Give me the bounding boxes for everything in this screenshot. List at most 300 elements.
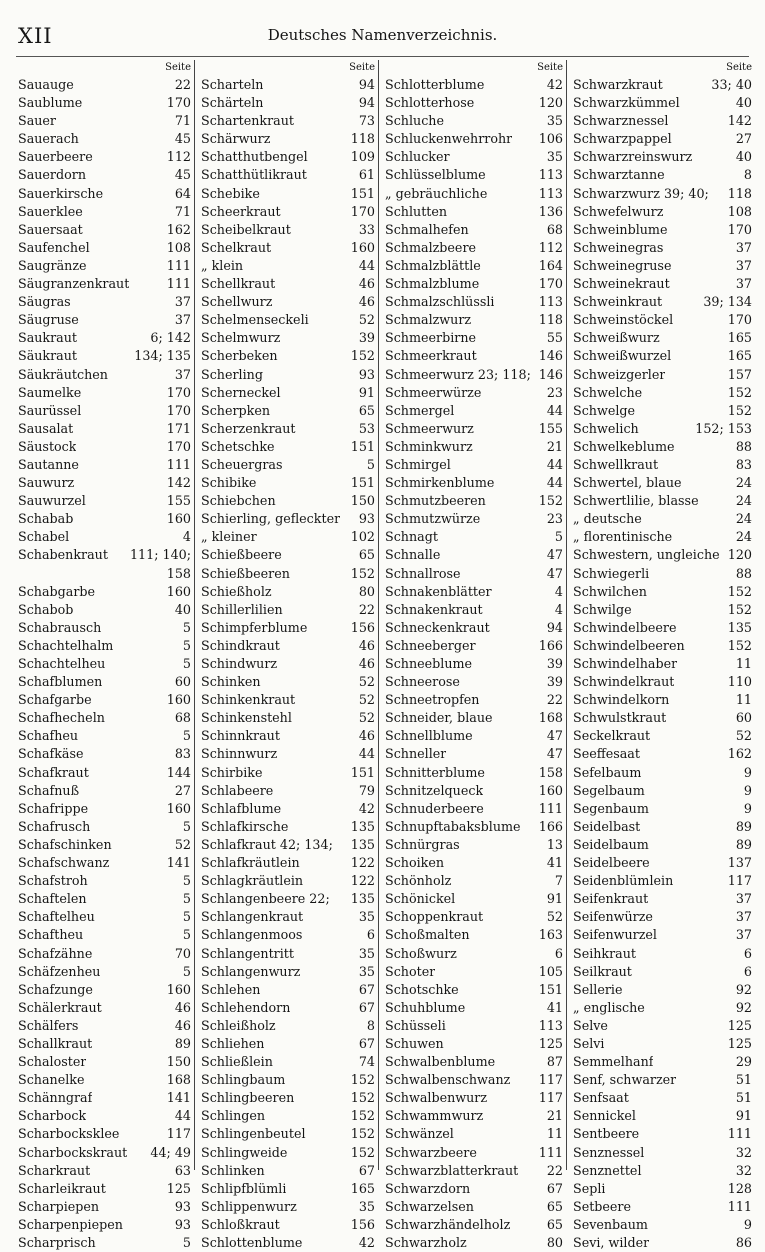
column-heading: Seite	[537, 62, 563, 73]
entry-page-ref: 160	[166, 511, 191, 527]
index-entry	[18, 691, 191, 709]
index-entry	[18, 347, 191, 365]
entry-term: Schlinken	[201, 1162, 265, 1178]
index-entry	[385, 347, 563, 365]
entry-term: Saukraut	[18, 330, 78, 346]
entry-page-ref: 80	[358, 583, 375, 599]
index-entry	[573, 474, 752, 492]
index-entry	[201, 366, 375, 384]
index-entry	[385, 619, 563, 637]
index-entry	[201, 818, 375, 836]
entry-term: Schliehen	[201, 1035, 265, 1051]
entry-term: Semmelhanf	[573, 1054, 654, 1070]
entry-term: Schweißwurz	[573, 330, 660, 346]
index-entry	[201, 311, 375, 329]
index-entry	[573, 76, 752, 94]
index-entry	[201, 673, 375, 691]
index-entry	[385, 329, 563, 347]
entry-page-ref: 155	[538, 420, 563, 436]
entry-page-ref: 152	[350, 565, 375, 581]
entry-page-ref: 166	[538, 637, 563, 653]
index-entry	[573, 1053, 752, 1071]
index-entry	[385, 1144, 563, 1162]
entry-page-ref: 105	[538, 963, 563, 979]
entry-page-ref: 155	[166, 493, 191, 509]
index-entry	[573, 565, 752, 583]
entry-term: Schwammwurz	[385, 1108, 484, 1124]
entry-term: Schafschinken	[18, 836, 112, 852]
index-entry	[18, 257, 191, 275]
index-entry	[385, 818, 563, 836]
entry-term: Schmalhefen	[385, 221, 469, 237]
entry-term: Schiebchen	[201, 493, 276, 509]
entry-term: Schießbeeren	[201, 565, 290, 581]
index-entry	[385, 1234, 563, 1252]
entry-term: Schartenkraut	[201, 113, 294, 129]
entry-term: Scheuergras	[201, 456, 283, 472]
entry-term: Schotschke	[385, 981, 459, 997]
entry-page-ref: 166	[538, 818, 563, 834]
index-entry	[201, 1107, 375, 1125]
index-entry	[201, 148, 375, 166]
index-entry	[385, 384, 563, 402]
entry-page-ref: 128	[727, 1180, 752, 1196]
entry-term: Scharbock	[18, 1108, 87, 1124]
entry-term: Schindkraut	[201, 637, 280, 653]
entry-page-ref: 9	[743, 1216, 752, 1232]
index-entry	[573, 981, 752, 999]
index-entry	[201, 438, 375, 456]
entry-term: Schwindelhaber	[573, 656, 678, 671]
entry-term: Schlafblume	[201, 800, 282, 816]
entry-term: Schmeerwurz 23; 118;	[385, 366, 531, 382]
index-entry	[573, 1071, 752, 1089]
entry-term: Schafrippe	[18, 800, 89, 816]
index-entry	[573, 148, 752, 166]
entry-term: Schönickel	[385, 891, 456, 907]
entry-page-ref: 118	[350, 131, 375, 147]
entry-term: Schärwurz	[201, 131, 271, 147]
index-entry	[201, 492, 375, 510]
entry-page-ref: 9	[743, 800, 752, 816]
entry-term: Schwarzpappel	[573, 131, 672, 147]
index-entry	[573, 727, 752, 745]
entry-page-ref: 5	[182, 927, 191, 943]
entry-page-ref: 5	[182, 656, 191, 671]
index-entry	[201, 1198, 375, 1216]
index-entry	[573, 1107, 752, 1125]
index-entry	[18, 999, 191, 1017]
entry-term: Schminkwurz	[385, 438, 473, 454]
entry-term: Schwelkeblume	[573, 438, 675, 454]
entry-page-ref: 150	[350, 493, 375, 509]
entry-page-ref: 122	[350, 855, 375, 871]
entry-term: Schlangenbeere 22;	[201, 891, 330, 907]
index-entry	[573, 456, 752, 474]
entry-page-ref: 29	[735, 1054, 752, 1070]
index-entry	[201, 890, 375, 908]
index-entry	[385, 492, 563, 510]
entry-page-ref: 83	[735, 456, 752, 472]
entry-term: Sennickel	[573, 1108, 636, 1124]
entry-page-ref: 142	[727, 113, 752, 129]
entry-term: Seidelbast	[573, 818, 641, 834]
entry-term: Schwelche	[573, 384, 643, 400]
index-entry	[18, 185, 191, 203]
entry-term: Sentbeere	[573, 1126, 640, 1142]
entry-term: Schwarzbeere	[385, 1144, 477, 1160]
entry-page-ref: 37	[174, 312, 191, 328]
entry-page-ref: 35	[358, 909, 375, 925]
entry-page-ref: 37	[735, 257, 752, 273]
entry-term: Scherbeken	[201, 348, 278, 364]
index-entry	[385, 981, 563, 999]
entry-term: Scharpenpiepen	[18, 1216, 123, 1232]
entry-page-ref: 152	[538, 493, 563, 509]
index-entry	[18, 709, 191, 727]
entry-page-ref: 46	[358, 294, 375, 310]
index-entry	[573, 402, 752, 420]
entry-page-ref: 35	[546, 149, 563, 165]
index-entry	[385, 691, 563, 709]
entry-page-ref: 157	[727, 366, 752, 382]
entry-page-ref: 51	[735, 1090, 752, 1106]
entry-term: Schwulstkraut	[573, 710, 667, 726]
index-entry	[18, 655, 191, 673]
entry-term: Schwarzkraut	[573, 77, 663, 92]
entry-term: Säustock	[18, 438, 77, 454]
index-entry	[18, 673, 191, 691]
index-entry	[201, 619, 375, 637]
index-entry	[201, 745, 375, 763]
entry-page-ref: 9	[743, 782, 752, 798]
index-entry	[18, 203, 191, 221]
entry-term: Scharprisch	[18, 1235, 96, 1250]
entry-page-ref: 111	[166, 257, 191, 273]
entry-page-ref: 40	[735, 95, 752, 111]
index-entry	[18, 1089, 191, 1107]
index-entry	[573, 1089, 752, 1107]
index-entry	[385, 456, 563, 474]
entry-term: Schmalzblume	[385, 276, 480, 292]
entry-term: Schmalzwurz	[385, 312, 472, 328]
entry-term: Seidenblümlein	[573, 873, 674, 889]
entry-term: Schwellkraut	[573, 456, 659, 472]
entry-page-ref: 65	[546, 1198, 563, 1214]
entry-page-ref: 44	[174, 1108, 191, 1124]
entry-page-ref: 93	[174, 1198, 191, 1214]
entry-term: Schnalle	[385, 547, 441, 563]
index-entry	[385, 800, 563, 818]
entry-term: Schnallrose	[385, 565, 461, 581]
entry-term: Schneider, blaue	[385, 710, 493, 726]
index-entry	[201, 293, 375, 311]
index-entry	[201, 945, 375, 963]
entry-page-ref: 33; 40	[711, 77, 752, 92]
entry-page-ref: 170	[538, 276, 563, 292]
index-entry	[573, 275, 752, 293]
entry-term: Schinkenkraut	[201, 692, 296, 708]
entry-term: Schnupftabaksblume	[385, 818, 521, 834]
index-entry	[385, 1180, 563, 1198]
index-entry	[18, 727, 191, 745]
entry-term: „ klein	[201, 257, 244, 273]
entry-term: Schlipfblümli	[201, 1180, 287, 1196]
entry-page-ref: 120	[727, 547, 752, 563]
entry-page-ref: 160	[166, 800, 191, 816]
entry-page-ref: 113	[538, 185, 563, 201]
entry-page-ref: 141	[166, 1090, 191, 1106]
entry-term: Schlucker	[385, 149, 450, 165]
entry-page-ref: 5	[554, 529, 563, 545]
index-entry	[18, 963, 191, 981]
index-entry	[201, 583, 375, 601]
entry-term: Schwarzblatterkraut	[385, 1162, 519, 1178]
entry-term: Schlüsselblume	[385, 167, 486, 183]
index-entry	[573, 945, 752, 963]
index-entry	[573, 528, 752, 546]
entry-page-ref: 164	[538, 257, 563, 273]
entry-page-ref: 44	[546, 475, 563, 491]
index-entry	[18, 1017, 191, 1035]
index-entry	[385, 130, 563, 148]
index-entry	[18, 239, 191, 257]
entry-term: Seifenkraut	[573, 891, 649, 907]
running-title: Deutsches Namenverzeichnis.	[267, 26, 498, 44]
entry-page-ref: 162	[166, 221, 191, 237]
entry-page-ref: 170	[727, 312, 752, 328]
entry-term: Schlingbeeren	[201, 1090, 295, 1106]
entry-page-ref: 170	[350, 203, 375, 219]
entry-term: Schallkraut	[18, 1035, 93, 1051]
entry-page-ref: 46	[358, 728, 375, 744]
entry-page-ref: 44	[546, 402, 563, 418]
entry-page-ref: 152	[727, 637, 752, 653]
entry-term: Sauauge	[18, 77, 74, 92]
entry-page-ref: 60	[174, 674, 191, 690]
entry-page-ref: 170	[166, 95, 191, 111]
entry-page-ref: 152	[727, 384, 752, 400]
entry-term: Schwilchen	[573, 583, 647, 599]
entry-page-ref: 46	[174, 1017, 191, 1033]
index-entry	[573, 999, 752, 1017]
index-entry	[18, 130, 191, 148]
entry-term: Schwelich	[573, 420, 639, 436]
entry-term: Saublume	[18, 95, 83, 111]
page-number: XII	[18, 24, 53, 48]
index-entry	[201, 510, 375, 528]
entry-page-ref: 39	[546, 656, 563, 671]
entry-term: Säukraut	[18, 348, 78, 364]
entry-term: Schabenkraut	[18, 547, 108, 563]
entry-page-ref: 8	[366, 1017, 375, 1033]
index-entry	[18, 366, 191, 384]
index-column-1	[16, 60, 194, 1250]
entry-term: Sauerkirsche	[18, 185, 104, 201]
entry-page-ref: 111	[538, 800, 563, 816]
index-entry	[201, 836, 375, 854]
entry-page-ref: 41	[546, 855, 563, 871]
entry-page-ref: 67	[358, 1162, 375, 1178]
index-entry	[18, 438, 191, 456]
index-entry	[201, 546, 375, 564]
entry-page-ref: 47	[546, 565, 563, 581]
entry-page-ref: 91	[546, 891, 563, 907]
index-entry	[18, 221, 191, 239]
entry-page-ref: 65	[358, 402, 375, 418]
entry-page-ref: 118	[727, 185, 752, 201]
index-entry	[201, 402, 375, 420]
entry-term: Schweizgerler	[573, 366, 666, 382]
entry-term: Sauerbeere	[18, 149, 93, 165]
entry-page-ref: 37	[174, 366, 191, 382]
entry-page-ref: 92	[735, 999, 752, 1015]
entry-page-ref: 24	[735, 475, 752, 491]
entry-term: Schlingen	[201, 1108, 266, 1124]
entry-page-ref: 52	[735, 728, 752, 744]
index-entry	[573, 800, 752, 818]
index-entry	[573, 1180, 752, 1198]
entry-term: Scharkraut	[18, 1162, 91, 1178]
entry-page-ref: 102	[350, 529, 375, 545]
index-entry	[201, 1035, 375, 1053]
index-entry	[385, 257, 563, 275]
index-entry	[385, 1053, 563, 1071]
entry-page-ref: 5	[182, 637, 191, 653]
entry-term: Selve	[573, 1017, 608, 1033]
index-entry	[385, 926, 563, 944]
entry-term: Scharleikraut	[18, 1180, 106, 1196]
entry-page-ref: 47	[546, 746, 563, 762]
entry-page-ref: 46	[358, 276, 375, 292]
entry-term: Schlutten	[385, 203, 448, 219]
entry-term: Sauwurzel	[18, 493, 86, 509]
entry-page-ref: 93	[358, 511, 375, 527]
index-entry	[385, 366, 563, 384]
entry-term: Säugras	[18, 294, 71, 310]
entry-page-ref: 52	[358, 692, 375, 708]
index-entry	[573, 1144, 752, 1162]
entry-term: „ florentinische	[573, 529, 673, 545]
entry-page-ref: 52	[546, 909, 563, 925]
column-heading: Seite	[165, 62, 191, 73]
entry-page-ref: 5	[182, 963, 191, 979]
entry-term: Schaloster	[18, 1054, 87, 1070]
entry-term: Schneerose	[385, 674, 460, 690]
index-entry	[201, 185, 375, 203]
entry-term: Saurüssel	[18, 402, 82, 418]
entry-term: Schabel	[18, 529, 70, 545]
entry-term: Seckelkraut	[573, 728, 651, 744]
index-entry	[18, 1162, 191, 1180]
entry-page-ref: 52	[358, 674, 375, 690]
index-entry	[573, 492, 752, 510]
index-entry	[18, 510, 191, 528]
entry-page-ref: 32	[735, 1162, 752, 1178]
index-entry	[573, 601, 752, 619]
entry-term: Schmutzwürze	[385, 511, 481, 527]
index-entry	[18, 601, 191, 619]
entry-term: Schwertlilie, blasse	[573, 493, 699, 509]
entry-page-ref: 6	[743, 945, 752, 961]
entry-term: Schweißwurzel	[573, 348, 672, 364]
index-entry	[385, 311, 563, 329]
entry-page-ref: 144	[166, 764, 191, 780]
index-entry	[573, 619, 752, 637]
entry-term: Schmalzblättle	[385, 257, 481, 273]
index-entry	[201, 1216, 375, 1234]
entry-page-ref: 35	[358, 963, 375, 979]
entry-term: Schmirkenblume	[385, 475, 495, 491]
entry-page-ref: 27	[735, 131, 752, 147]
entry-page-ref: 52	[358, 312, 375, 328]
index-entry	[201, 112, 375, 130]
entry-page-ref: 46	[358, 637, 375, 653]
entry-page-ref: 35	[358, 945, 375, 961]
entry-page-ref: 150	[166, 1054, 191, 1070]
index-entry	[18, 764, 191, 782]
entry-page-ref: 27	[174, 782, 191, 798]
entry-page-ref: 111	[166, 276, 191, 292]
entry-page-ref: 73	[358, 113, 375, 129]
index-entry	[385, 293, 563, 311]
index-entry	[18, 872, 191, 890]
index-column-4	[566, 60, 752, 1250]
entry-page-ref: 112	[166, 149, 191, 165]
entry-page-ref: 152	[727, 402, 752, 418]
entry-page-ref: 67	[358, 1035, 375, 1051]
entry-page-ref: 32	[735, 1144, 752, 1160]
entry-term: Schweinstöckel	[573, 312, 674, 328]
entry-term: Schnitterblume	[385, 764, 485, 780]
entry-page-ref: 24	[735, 529, 752, 545]
entry-term: Schweinblume	[573, 221, 668, 237]
entry-page-ref: 165	[727, 348, 752, 364]
entry-term: Schwarzreinswurz	[573, 149, 693, 165]
index-entry	[201, 1089, 375, 1107]
index-entry	[201, 130, 375, 148]
entry-term: Schuwen	[385, 1035, 444, 1051]
index-entry	[385, 402, 563, 420]
entry-page-ref: 39; 134	[703, 294, 752, 310]
entry-term: Setbeere	[573, 1198, 632, 1214]
entry-term: Scherneckel	[201, 384, 281, 400]
entry-page-ref: 156	[350, 1216, 375, 1232]
entry-page-ref: 6	[743, 963, 752, 979]
index-entry	[385, 239, 563, 257]
index-entry	[573, 384, 752, 402]
entry-page-ref: 151	[350, 475, 375, 491]
entry-term: Sautanne	[18, 456, 79, 472]
entry-page-ref: 168	[166, 1072, 191, 1088]
entry-term: Schelkraut	[201, 239, 272, 255]
index-entry	[385, 963, 563, 981]
entry-page-ref: 94	[546, 619, 563, 635]
entry-term: Sepli	[573, 1180, 606, 1196]
entry-page-ref: 111	[538, 1144, 563, 1160]
entry-term: Schinkenstehl	[201, 710, 292, 726]
entry-term: Schillerlilien	[201, 601, 283, 617]
index-entry	[18, 456, 191, 474]
entry-page-ref: 11	[546, 1126, 563, 1142]
entry-page-ref: 152	[727, 601, 752, 617]
index-entry	[18, 854, 191, 872]
entry-page-ref: 146	[538, 366, 563, 382]
entry-page-ref: 111; 140;	[129, 547, 191, 563]
entry-term: Schlotterhose	[385, 95, 475, 111]
entry-page-ref: 21	[546, 438, 563, 454]
entry-page-ref: 79	[358, 782, 375, 798]
